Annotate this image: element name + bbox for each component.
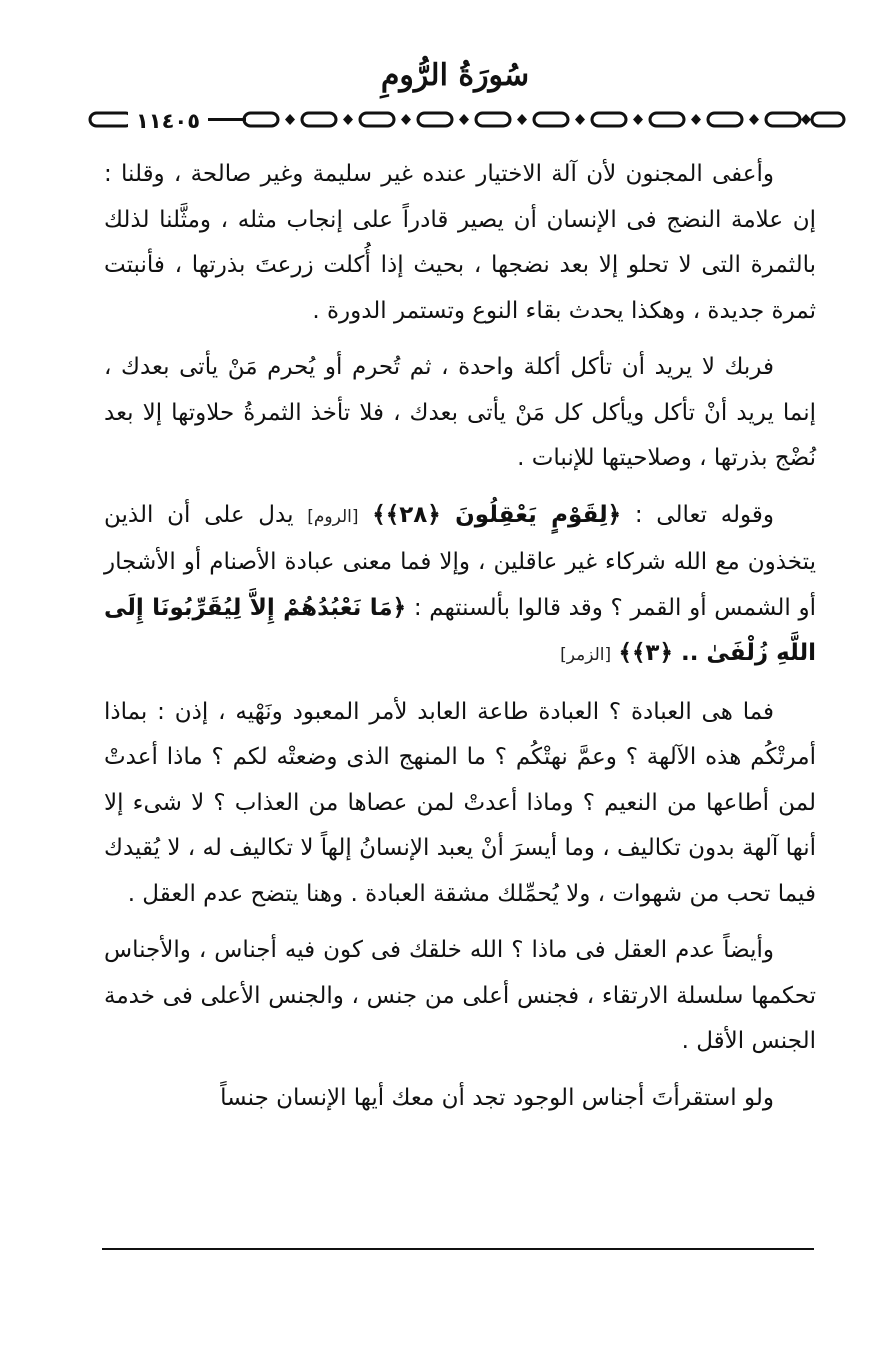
paragraph-with-verses xyxy=(104,493,816,679)
page-body xyxy=(104,152,816,1132)
surah-reference: [الروم] xyxy=(307,506,359,527)
page-number: ١١٤٠٥ xyxy=(128,108,208,134)
quran-verse: ﴿مَا نَعْبُدُهُمْ إِلاَّ لِيُقَرِّبُونَا إِلَى اللَّهِ زُلْفَىٰ .. ﴿٣﴾﴾ xyxy=(104,594,816,666)
paragraph: فما هى العبادة ؟ العبادة طاعة العابد لأمر المعبود ونَهْيه ، إذن : بماذا أمرتْكُم هذه الآلهة ؟ وعمَّ نهتْكُم ؟ ما المنهج الذى وضعتْه لكم ؟ ماذا أعدتْ لمن أطاعها من النعيم ؟ وماذا أعدتْ لمن عصاها من العذاب ؟ لا شىء إلا أنها آلهة بدون تكاليف ، وما أيسرَ أنْ يعبد الإنسانُ إلهاً لا تكاليف له ، لا يُقيدك فيما تحب من شهوات ، ولا يُحمِّلك مشقة العبادة . وهنا يتضح عدم العقل . xyxy=(104,698,816,907)
paragraph-intro: وقوله تعالى : xyxy=(634,501,775,528)
quran-verse: ﴿لِقَوْمٍ يَعْقِلُونَ ﴿٢٨﴾﴾ xyxy=(372,501,622,528)
paragraph: فربك لا يريد أن تأكل أكلة واحدة ، ثم تُحرم أو يُحرم مَنْ يأتى بعدك ، إنما يريد أنْ تأكل ويأكل كل مَنْ يأتى بعدك ، فلا تأخذ الثمرةُ حلاوتها إلا بعد نُضْج بذرتها ، وصلاحيتها للإنبات . xyxy=(104,354,816,471)
surah-title: سُورَةُ الرُّومِ xyxy=(380,58,530,93)
paragraph: ولو استقرأتَ أجناس الوجود تجد أن معك أيها الإنسان جنساً xyxy=(220,1084,774,1111)
paragraph-text: يدل على أن الذين يتخذون مع الله شركاء غير عاقلين ، وإلا فما معنى عبادة الأصنام أو الأشجار أو الشمس أو القمر ؟ وقد قالوا بألسنتهم : xyxy=(104,501,816,621)
paragraph: وأيضاً عدم العقل فى ماذا ؟ الله خلقك فى كون فيه أجناس ، والأجناس تحكمها سلسلة الارتقاء ، فجنس أعلى من جنس ، والجنس الأعلى فى خدمة الجنس الأقل . xyxy=(104,937,816,1054)
page-header xyxy=(0,0,883,150)
footer-divider xyxy=(102,1248,814,1250)
paragraph: وأعفى المجنون لأن آلة الاختيار عنده غير سليمة وغير صالحة ، وقلنا : إن علامة النضج فى الإنسان أن يصير قادراً على إنجاب مثله ، ومثَّلنا لذلك بالثمرة التى لا تحلو إلا بعد نضجها ، بحيث إذا أُكلت زرعتَ بذرتها ، فأنبتت ثمرة جديدة ، وهكذا يحدث بقاء النوع وتستمر الدورة . xyxy=(104,161,816,324)
surah-reference: [الزمر] xyxy=(560,645,612,665)
